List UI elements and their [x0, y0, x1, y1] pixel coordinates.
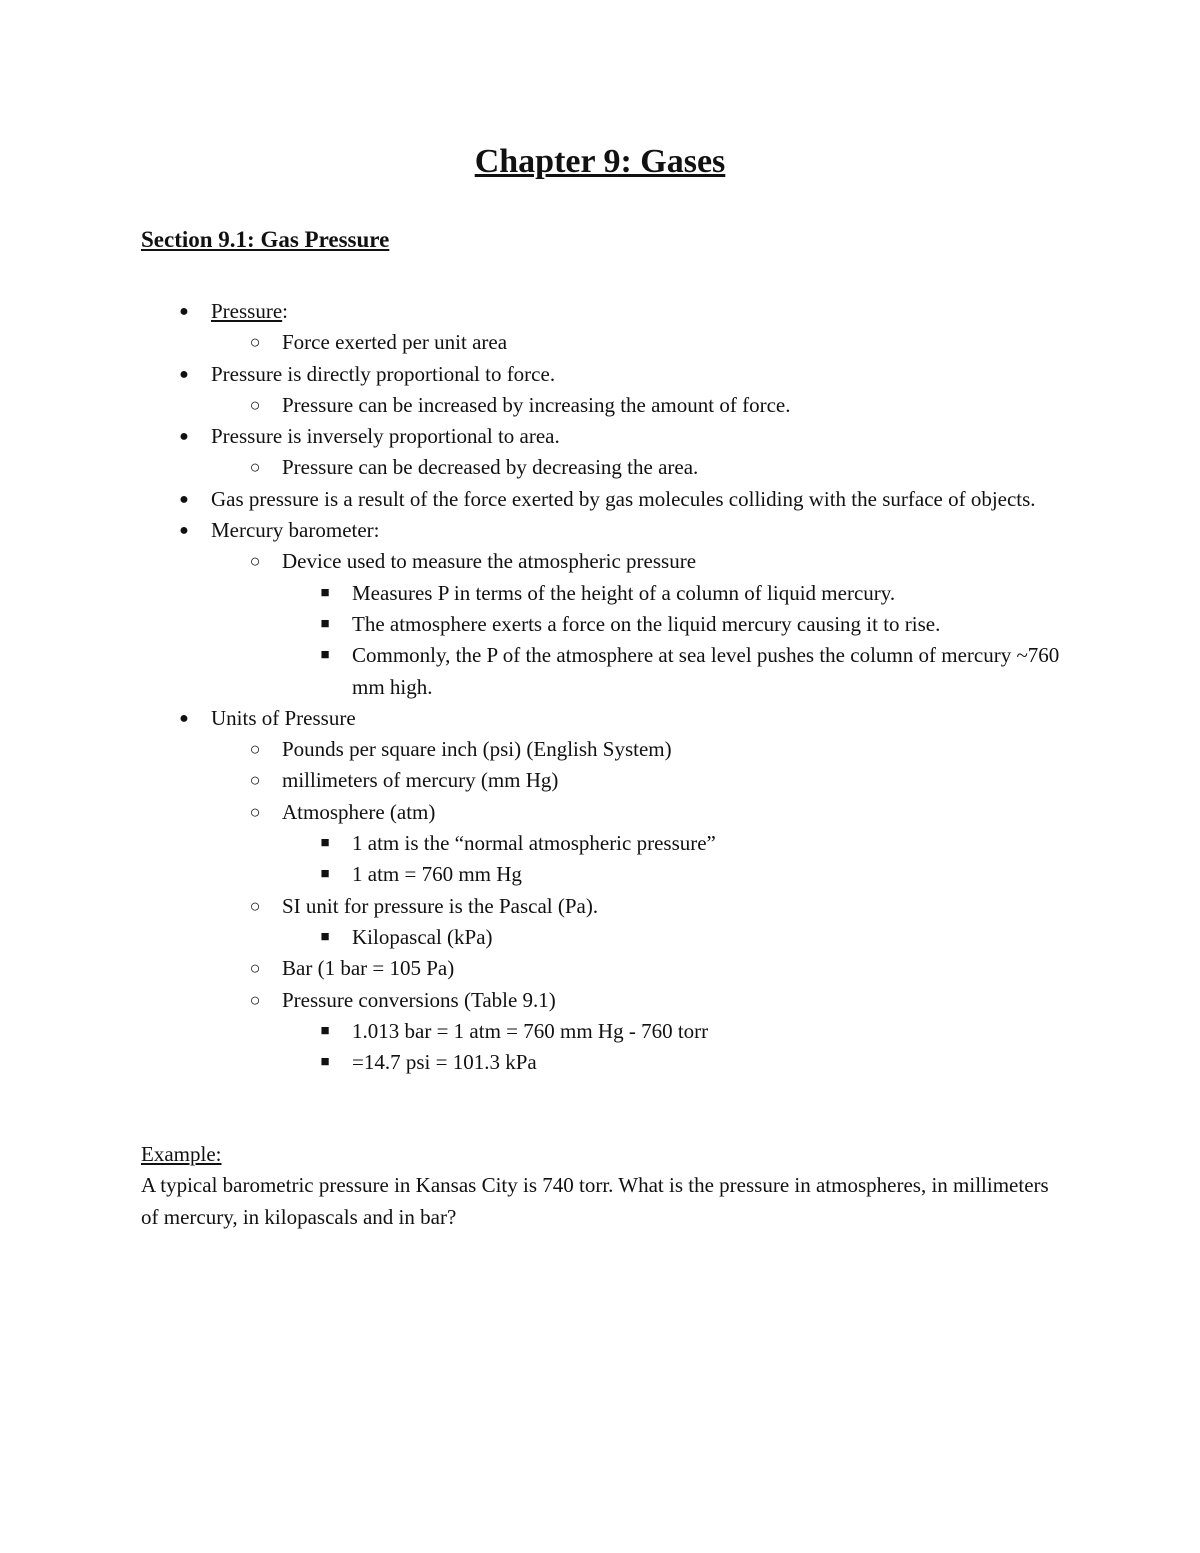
- outline-item-level-2: [0, 452, 1200, 483]
- outline-item-text: Units of Pressure: [211, 705, 356, 730]
- example-label: Example:: [141, 1142, 222, 1166]
- outline-item-text: Measures P in terms of the height of a column of liquid mercury.: [352, 580, 896, 605]
- outline-item-text: =14.7 psi = 101.3 kPa: [352, 1050, 537, 1075]
- outline-item-text: Gas pressure is a result of the force exerted by gas molecules colliding with the surface of objects.: [211, 486, 1036, 511]
- outline-item-level-2: [0, 390, 1200, 421]
- filled-circle-bullet-icon: ●: [179, 303, 189, 320]
- outline-item-level-1: [0, 484, 1200, 515]
- hollow-circle-bullet-icon: ○: [249, 770, 261, 791]
- outline-item-text: Mercury barometer:: [211, 518, 380, 543]
- hollow-circle-bullet-icon: ○: [249, 739, 261, 760]
- outline-item-level-3: [0, 1016, 1200, 1047]
- term-label: Pressure: [211, 299, 283, 323]
- outline-item-level-1: [0, 359, 1200, 390]
- outline-item-level-3: [0, 640, 1200, 703]
- square-bullet-icon: ■: [320, 866, 330, 883]
- outline-item-level-2: [0, 797, 1200, 828]
- outline-item-text: Pressure conversions (Table 9.1): [282, 987, 556, 1012]
- outline-item-level-3: [0, 609, 1200, 640]
- outline-item-text: [211, 296, 1071, 327]
- outline-item-text: 1 atm is the “normal atmospheric pressure”: [352, 831, 716, 856]
- square-bullet-icon: ■: [320, 928, 330, 945]
- outline-item-text: Pounds per square inch (psi) (English System): [282, 737, 672, 762]
- square-bullet-icon: ■: [320, 615, 330, 632]
- outline-item-text: 1 atm = 760 mm Hg: [352, 862, 522, 887]
- outline-item-text: The atmosphere exerts a force on the liquid mercury causing it to rise.: [352, 611, 941, 636]
- page-title: Chapter 9: Gases: [474, 143, 726, 180]
- outline-item-level-3: [0, 859, 1200, 890]
- filled-circle-bullet-icon: ●: [179, 428, 189, 446]
- outline-item-level-1: [0, 703, 1200, 734]
- outline-item-text: Atmosphere (atm): [282, 799, 436, 824]
- outline-item-text: Bar (1 bar = 105 Pa): [282, 956, 455, 981]
- outline-item-level-1: [0, 421, 1200, 452]
- outline-item-level-3: [0, 578, 1200, 609]
- bullet-outline: [0, 296, 1200, 1078]
- outline-item-level-1: [0, 296, 1200, 327]
- square-bullet-icon: ■: [320, 835, 330, 852]
- outline-item-level-2: [0, 734, 1200, 765]
- hollow-circle-bullet-icon: ○: [249, 457, 261, 478]
- example-block: [141, 1139, 1071, 1233]
- square-bullet-icon: ■: [320, 584, 330, 601]
- term-suffix: :: [282, 299, 288, 323]
- outline-item-level-3: [0, 922, 1200, 953]
- outline-item-level-3: [0, 828, 1200, 859]
- hollow-circle-bullet-icon: ○: [249, 551, 261, 572]
- square-bullet-icon: ■: [320, 1022, 330, 1039]
- outline-item-text: Force exerted per unit area: [282, 330, 508, 355]
- outline-item-level-1: [0, 515, 1200, 546]
- filled-circle-bullet-icon: ●: [179, 365, 189, 383]
- hollow-circle-bullet-icon: ○: [249, 801, 261, 822]
- outline-item-level-2: [0, 546, 1200, 577]
- example-text: A typical barometric pressure in Kansas City is 740 torr. What is the pressure in atmospheres, in millimeters of mercury, in kilopascals and in bar?: [141, 1173, 1049, 1229]
- outline-item-text: 1.013 bar = 1 atm = 760 mm Hg - 760 torr: [352, 1018, 709, 1043]
- outline-item-level-2: [0, 985, 1200, 1016]
- outline-item-level-2: [0, 953, 1200, 984]
- outline-item-text: Pressure is inversely proportional to area.: [211, 424, 560, 449]
- outline-item-text: Pressure can be decreased by decreasing the area.: [282, 455, 699, 480]
- square-bullet-icon: ■: [320, 647, 330, 664]
- outline-item-level-3: [0, 1047, 1200, 1078]
- outline-item-level-2: [0, 327, 1200, 358]
- outline-item-text: Kilopascal (kPa): [352, 924, 493, 949]
- outline-item-text: millimeters of mercury (mm Hg): [282, 768, 559, 793]
- filled-circle-bullet-icon: ●: [179, 522, 189, 540]
- outline-item-level-2: [0, 891, 1200, 922]
- outline-item-text: Pressure is directly proportional to force.: [211, 361, 556, 386]
- outline-item-text: Commonly, the P of the atmosphere at sea level pushes the column of mercury ~760 mm high.: [352, 643, 1060, 699]
- filled-circle-bullet-icon: ●: [179, 709, 189, 727]
- hollow-circle-bullet-icon: ○: [249, 958, 261, 979]
- section-heading: Section 9.1: Gas Pressure: [141, 227, 390, 252]
- square-bullet-icon: ■: [320, 1054, 330, 1071]
- hollow-circle-bullet-icon: ○: [249, 394, 261, 415]
- filled-circle-bullet-icon: ●: [179, 490, 189, 508]
- outline-item-text: SI unit for pressure is the Pascal (Pa).: [282, 893, 599, 918]
- hollow-circle-bullet-icon: ○: [249, 989, 261, 1010]
- outline-item-text: Device used to measure the atmospheric pressure: [282, 549, 697, 574]
- outline-item-level-2: [0, 765, 1200, 796]
- hollow-circle-bullet-icon: ○: [249, 332, 261, 353]
- outline-item-text: Pressure can be increased by increasing the amount of force.: [282, 392, 791, 417]
- hollow-circle-bullet-icon: ○: [249, 895, 261, 916]
